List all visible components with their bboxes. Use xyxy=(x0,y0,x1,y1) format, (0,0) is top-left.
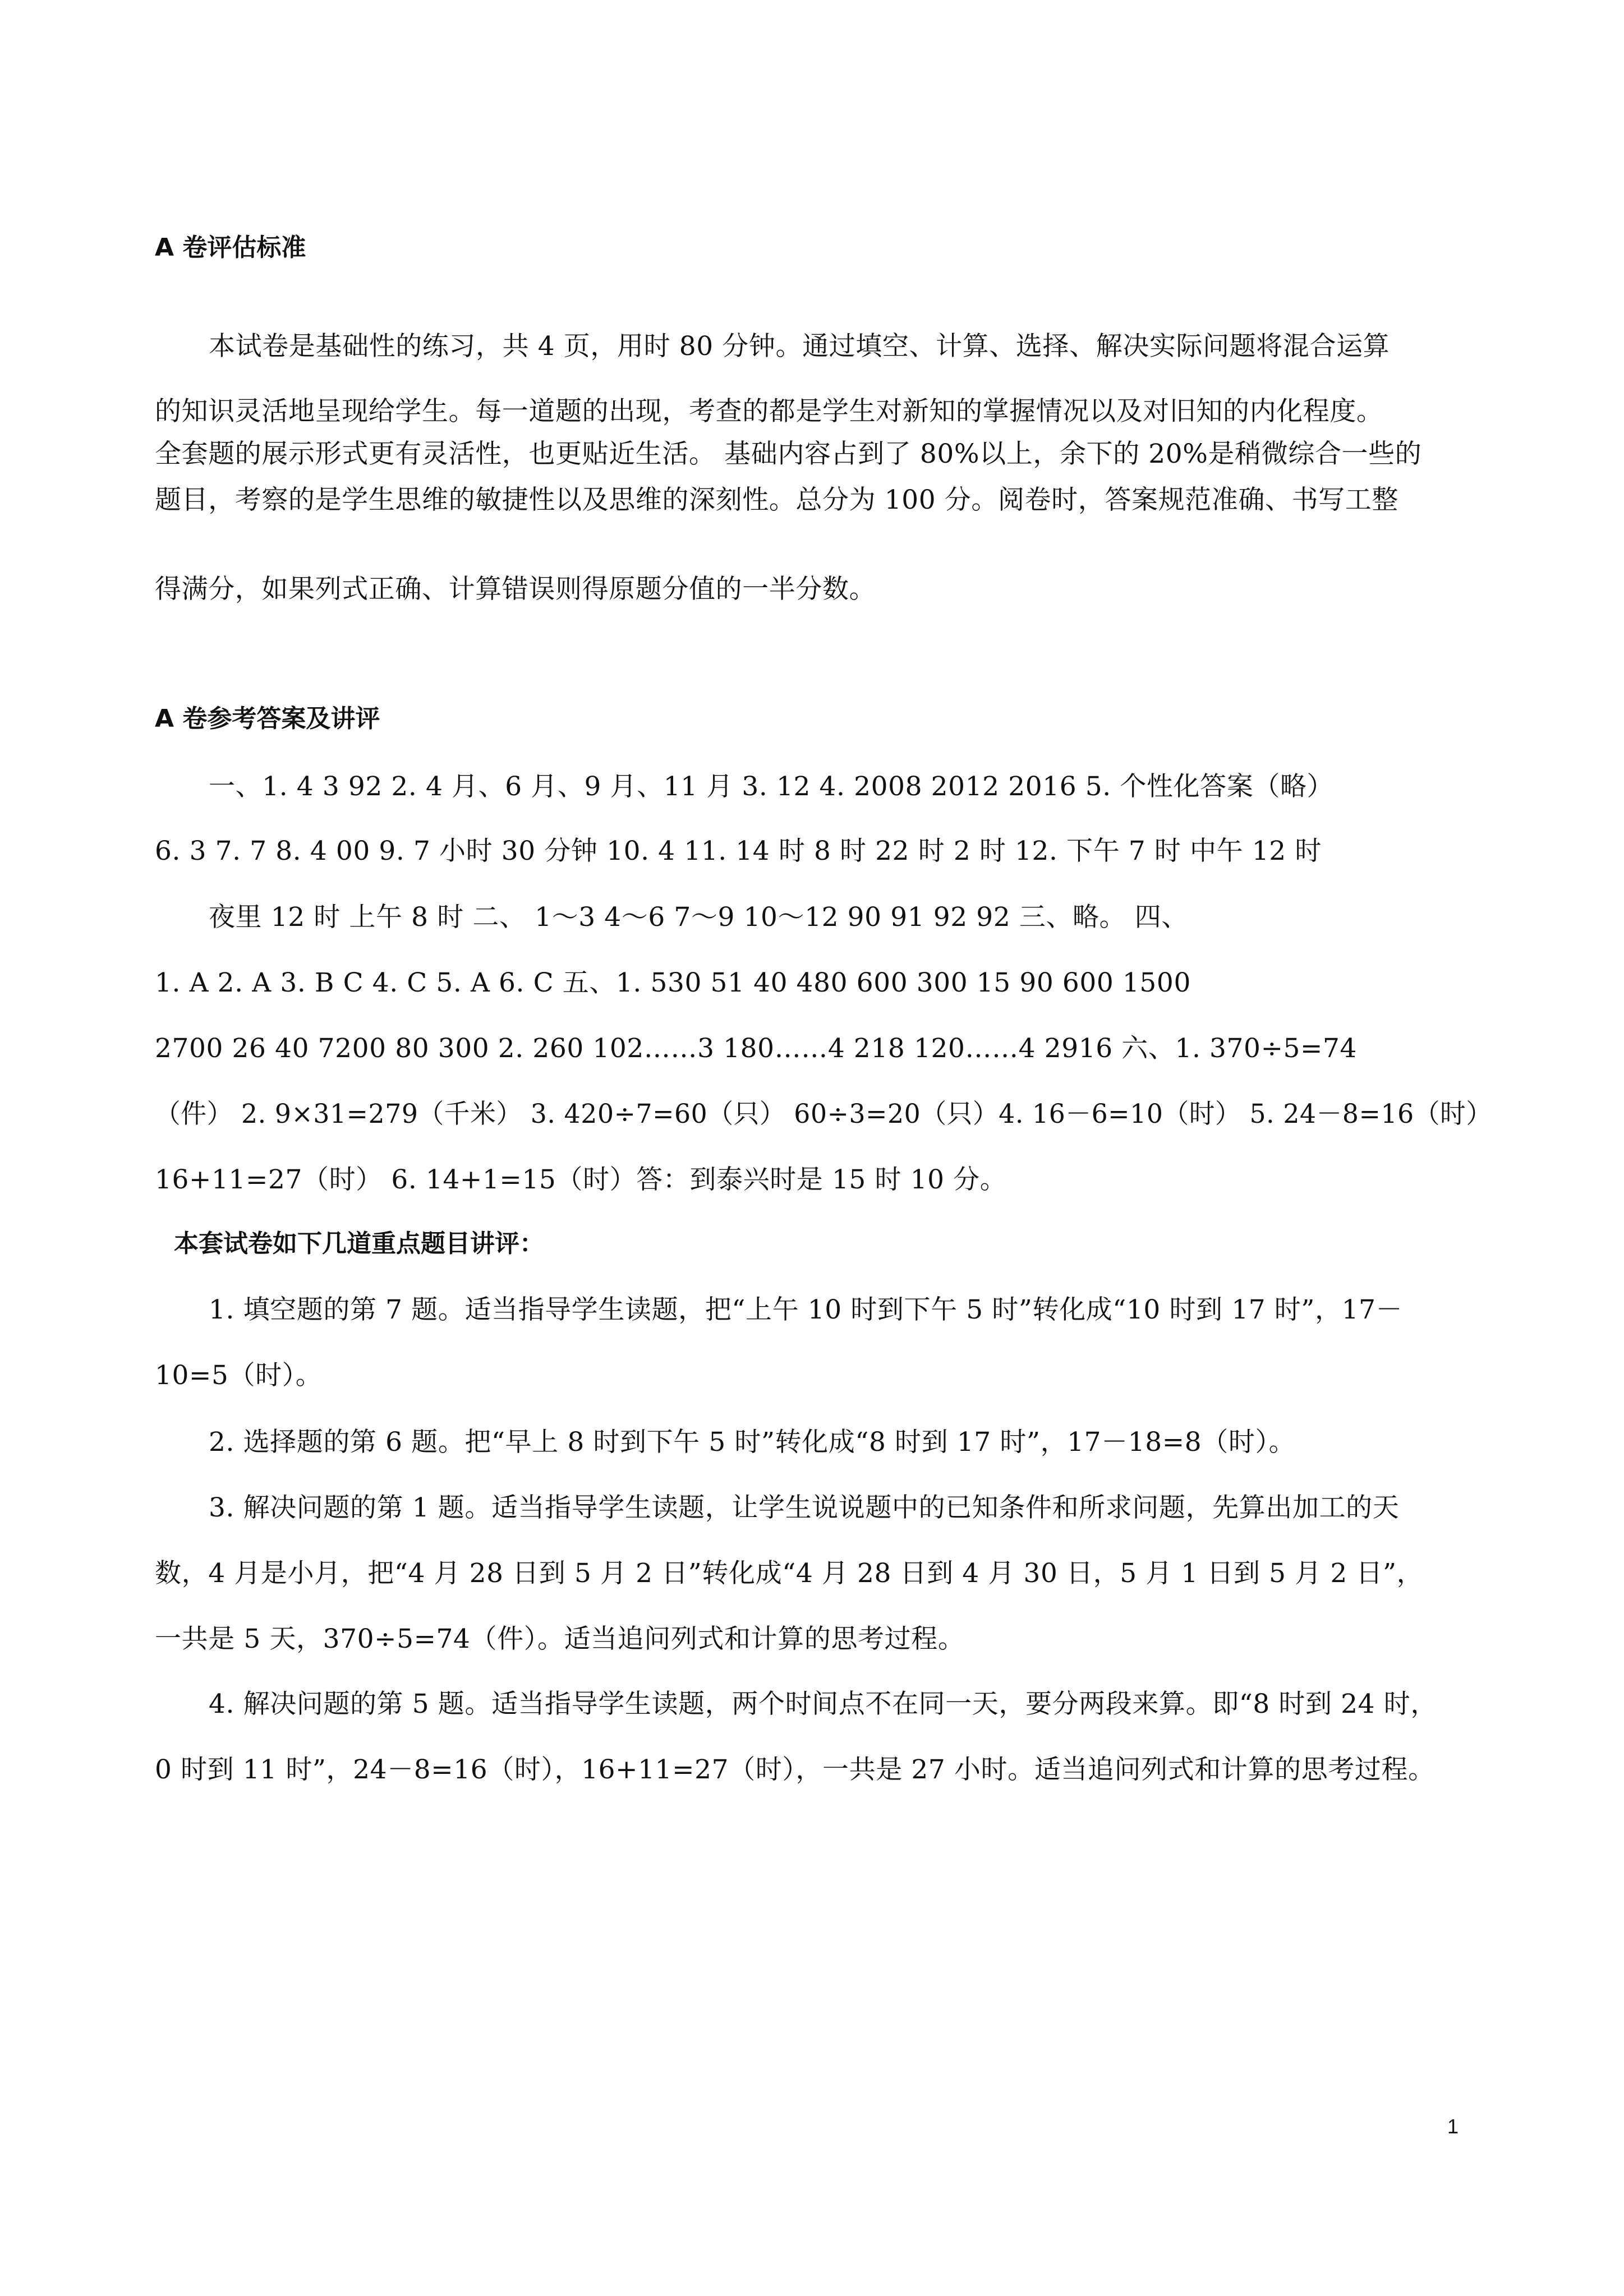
review-line-3: 2. 选择题的第 6 题。把“早上 8 时到下午 5 时”转化成“8 时到 17 时”，17－18=8（时）。 xyxy=(209,1427,1296,1458)
evaluation-line-4: 题目，考察的是学生思维的敏捷性以及思维的深刻性。总分为 100 分。阅卷时，答案规范准确、书写工整 xyxy=(155,485,1398,515)
review-line-1: 1. 填空题的第 7 题。适当指导学生读题，把“上午 10 时到下午 5 时”转化成“10 时到 17 时”，17－ xyxy=(209,1294,1403,1325)
review-line-6: 一共是 5 天，370÷5=74（件）。适当追问列式和计算的思考过程。 xyxy=(155,1624,965,1654)
evaluation-line-2: 的知识灵活地呈现给学生。每一道题的出现，考查的都是学生对新知的掌握情况以及对旧知的内化程度。 xyxy=(155,396,1383,427)
answers-line-2: 6. 3 7. 7 8. 4 00 9. 7 小时 30 分钟 10. 4 11. 14 时 8 时 22 时 2 时 12. 下午 7 时 中午 12 时 xyxy=(155,836,1322,866)
page-number: 1 xyxy=(1447,2115,1459,2138)
evaluation-heading: A 卷评估标准 xyxy=(155,233,306,262)
review-heading: 本套试卷如下几道重点题目讲评： xyxy=(174,1229,544,1258)
answers-line-5: 2700 26 40 7200 80 300 2. 260 102……3 180……4 218 120……4 2916 六、1. 370÷5=74 xyxy=(155,1033,1358,1064)
review-line-2: 10=5（时）。 xyxy=(155,1360,323,1391)
evaluation-line-1: 本试卷是基础性的练习，共 4 页，用时 80 分钟。通过填空、计算、选择、解决实际问题将混合运算 xyxy=(209,331,1390,362)
answers-heading: A 卷参考答案及讲评 xyxy=(155,704,380,733)
review-line-7: 4. 解决问题的第 5 题。适当指导学生读题，两个时间点不在同一天，要分两段来算。即“8 时到 24 时， xyxy=(209,1689,1437,1719)
answers-line-6: （件） 2. 9×31=279（千米） 3. 420÷7=60（只） 60÷3=20（只）4. 16－6=10（时） 5. 24－8=16（时） xyxy=(155,1099,1492,1129)
evaluation-line-5: 得满分，如果列式正确、计算错误则得原题分值的一半分数。 xyxy=(155,574,876,605)
review-line-8: 0 时到 11 时”，24－8=16（时），16+11=27（时），一共是 27 小时。适当追问列式和计算的思考过程。 xyxy=(155,1754,1435,1785)
answers-line-3: 夜里 12 时 上午 8 时 二、 1～3 4～6 7～9 10～12 90 91 92 92 三、略。 四、 xyxy=(209,902,1188,933)
review-line-4: 3. 解决问题的第 1 题。适当指导学生读题，让学生说说题中的已知条件和所求问题，先算出加工的天 xyxy=(209,1492,1400,1523)
evaluation-line-3: 全套题的展示形式更有灵活性，也更贴近生活。 基础内容占到了 80%以上，余下的 20%是稍微综合一些的 xyxy=(155,439,1422,469)
answers-line-4: 1. A 2. A 3. B C 4. C 5. A 6. C 五、1. 530 51 40 480 600 300 15 90 600 1500 xyxy=(155,967,1191,998)
answers-line-7: 16+11=27（时） 6. 14+1=15（时）答：到泰兴时是 15 时 10 分。 xyxy=(155,1164,1007,1195)
answers-line-1: 一、1. 4 3 92 2. 4 月、6 月、9 月、11 月 3. 12 4. 2008 2012 2016 5. 个性化答案（略） xyxy=(209,771,1334,802)
review-line-5: 数，4 月是小月，把“4 月 28 日到 5 月 2 日”转化成“4 月 28 日到 4 月 30 日，5 月 1 日到 5 月 2 日”， xyxy=(155,1558,1424,1589)
